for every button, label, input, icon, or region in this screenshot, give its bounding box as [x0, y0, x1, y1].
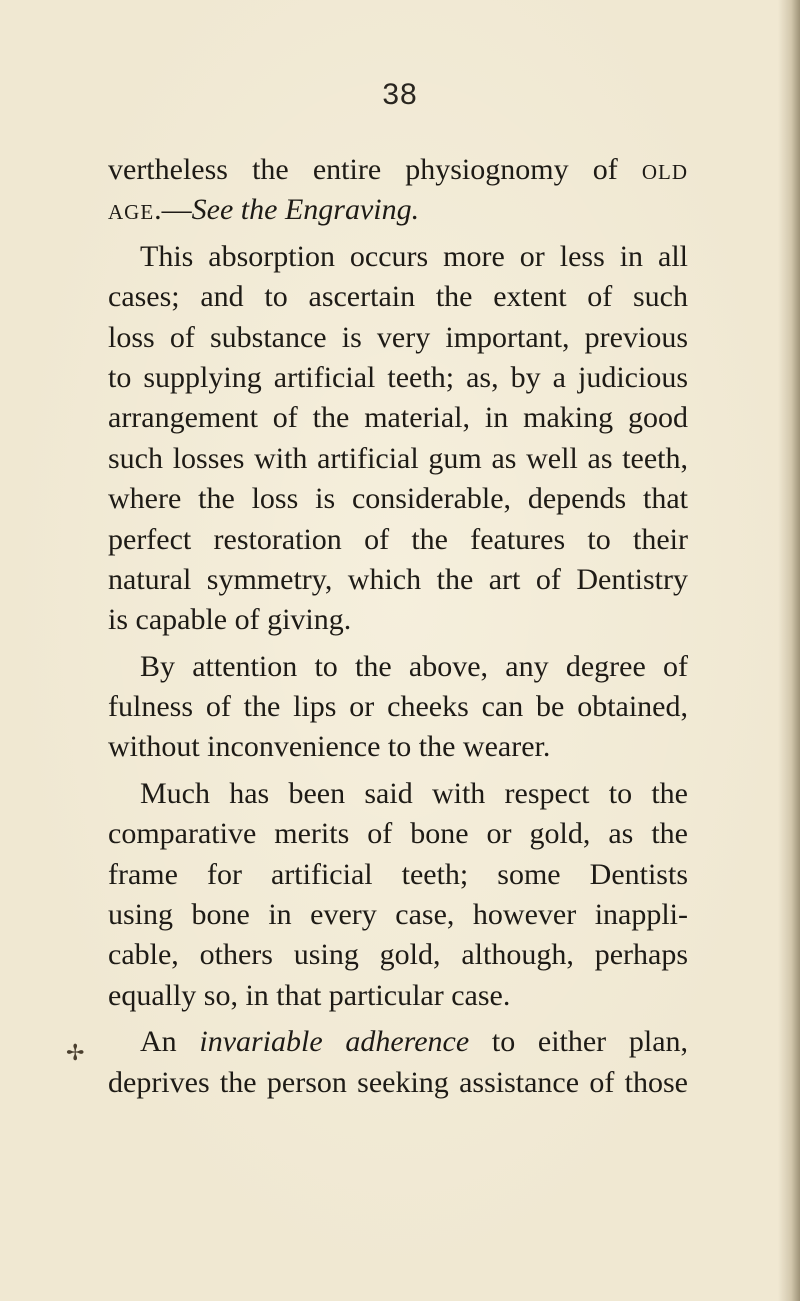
- small-caps-text: old: [641, 153, 688, 186]
- text-line: [108, 895, 688, 935]
- text-line: [108, 439, 688, 479]
- text-line: [108, 277, 688, 317]
- paragraph: [108, 237, 688, 641]
- text-run: This absorption occurs more or less in all: [140, 239, 688, 273]
- paragraph: [108, 1022, 688, 1103]
- text-run: equally so, in that particular case.: [108, 978, 511, 1012]
- text-run: vertheless the entire physiognomy of: [108, 153, 642, 186]
- text-line: [108, 560, 688, 600]
- page-edge-shadow: [778, 0, 800, 1301]
- text-line: [108, 150, 688, 190]
- text-line: [108, 358, 688, 398]
- text-run: deprives the person seeking assistance of those: [108, 1065, 688, 1099]
- text-run: cable, others using gold, although, perhaps: [108, 938, 688, 972]
- text-run: comparative merits of bone or gold, as the: [108, 817, 688, 851]
- text-run: cases; and to ascertain the extent of such: [108, 280, 688, 314]
- paragraph: [108, 647, 688, 768]
- text-run: Much has been said with respect to the: [140, 776, 688, 810]
- small-caps-text: age: [108, 193, 155, 227]
- paragraph: [108, 150, 688, 231]
- text-run: using bone in every case, however inappli-: [108, 898, 688, 932]
- text-run: By attention to the above, any degree of: [140, 649, 688, 683]
- page-number: 38: [382, 78, 418, 111]
- text-line: [108, 318, 688, 358]
- italic-text: See the Engraving.: [191, 193, 420, 227]
- text-run: where the loss is considerable, depends that: [108, 482, 688, 516]
- text-line: [108, 237, 688, 277]
- text-line: [108, 190, 688, 230]
- text-line: [108, 687, 688, 727]
- text-run: such losses with artificial gum as well as teeth,: [108, 441, 688, 475]
- text-line: [108, 479, 688, 519]
- text-run: frame for artificial teeth; some Dentists: [108, 857, 688, 891]
- text-run: loss of substance is very important, previous: [108, 320, 688, 354]
- text-run: An: [140, 1025, 200, 1059]
- text-run: natural symmetry, which the art of Dentistry: [108, 562, 688, 596]
- text-line: [108, 814, 688, 854]
- text-line: [108, 855, 688, 895]
- text-run: fulness of the lips or cheeks can be obtained,: [108, 690, 688, 724]
- printer-mark-glyph: ✢: [66, 1040, 85, 1065]
- text-line: [108, 1022, 688, 1062]
- text-line: [108, 727, 688, 767]
- text-run: to supplying artificial teeth; as, by a judicious: [108, 360, 688, 394]
- text-line: [108, 520, 688, 560]
- paragraph: [108, 774, 688, 1016]
- text-line: [108, 398, 688, 438]
- italic-text: invariable adherence: [199, 1025, 470, 1059]
- text-line: [108, 600, 688, 640]
- text-run: to either plan,: [469, 1025, 689, 1059]
- text-line: [108, 976, 688, 1016]
- body-text: [108, 150, 688, 1103]
- text-line: [108, 1063, 688, 1103]
- text-run: is capable of giving.: [108, 603, 352, 637]
- text-run: without inconvenience to the wearer.: [108, 730, 551, 764]
- text-line: [108, 774, 688, 814]
- text-run: perfect restoration of the features to their: [108, 522, 688, 556]
- text-line: [108, 935, 688, 975]
- text-run: .—: [154, 193, 192, 227]
- text-line: [108, 647, 688, 687]
- text-run: arrangement of the material, in making good: [108, 401, 688, 435]
